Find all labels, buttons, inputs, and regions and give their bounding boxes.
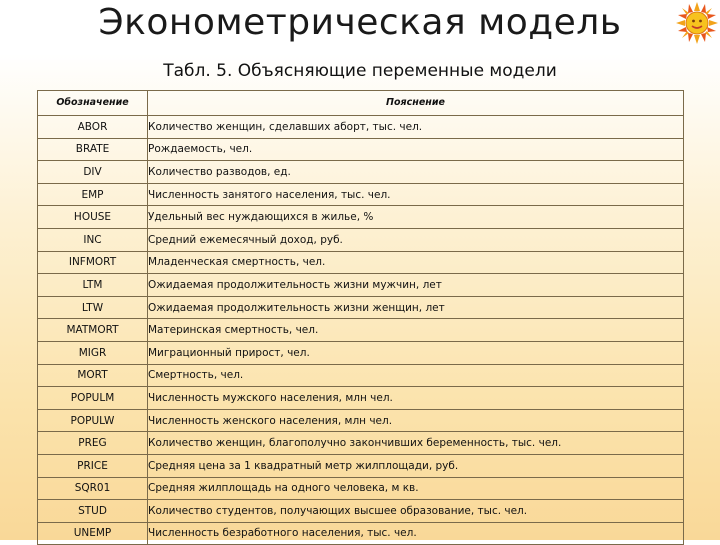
table-row <box>38 251 684 274</box>
variable-code: BRATE <box>38 138 148 161</box>
variable-description: Средний ежемесячный доход, руб. <box>148 228 684 251</box>
variable-code: POPULW <box>38 409 148 432</box>
variable-code: HOUSE <box>38 206 148 229</box>
variable-description: Средняя цена за 1 квадратный метр жилплощади, руб. <box>148 454 684 477</box>
variable-code: STUD <box>38 500 148 523</box>
sun-icon <box>676 2 718 44</box>
variable-code: UNEMP <box>38 522 148 545</box>
variable-description: Смертность, чел. <box>148 364 684 387</box>
variable-code: MORT <box>38 364 148 387</box>
variable-description: Количество разводов, ед. <box>148 161 684 184</box>
variable-code: DIV <box>38 161 148 184</box>
variable-code: INC <box>38 228 148 251</box>
table-row <box>38 409 684 432</box>
table-row <box>38 183 684 206</box>
table-row <box>38 477 684 500</box>
variable-code: PRICE <box>38 454 148 477</box>
variable-description: Численность занятого населения, тыс. чел. <box>148 183 684 206</box>
table-row <box>38 161 684 184</box>
variable-description: Численность мужского населения, млн чел. <box>148 387 684 410</box>
table-row <box>38 274 684 297</box>
table-row <box>38 341 684 364</box>
variable-description: Младенческая смертность, чел. <box>148 251 684 274</box>
table-row <box>38 138 684 161</box>
table-row <box>38 116 684 139</box>
table-row <box>38 364 684 387</box>
header-description: Пояснение <box>148 91 684 116</box>
table-row <box>38 522 684 545</box>
variables-table <box>37 90 684 545</box>
variable-description: Количество студентов, получающих высшее образование, тыс. чел. <box>148 500 684 523</box>
table-row <box>38 319 684 342</box>
table-row <box>38 228 684 251</box>
variable-code: MATMORT <box>38 319 148 342</box>
variable-code: EMP <box>38 183 148 206</box>
table-header-row <box>38 91 684 116</box>
header-code: Обозначение <box>38 91 148 116</box>
variable-description: Миграционный прирост, чел. <box>148 341 684 364</box>
variable-code: INFMORT <box>38 251 148 274</box>
variable-description: Средняя жилплощадь на одного человека, м кв. <box>148 477 684 500</box>
table-row <box>38 432 684 455</box>
table-caption: Табл. 5. Объясняющие переменные модели <box>163 61 557 81</box>
variable-description: Численность безработного населения, тыс. чел. <box>148 522 684 545</box>
variable-code: MIGR <box>38 341 148 364</box>
table-row <box>38 500 684 523</box>
variable-description: Удельный вес нуждающихся в жилье, % <box>148 206 684 229</box>
table-row <box>38 454 684 477</box>
table-row <box>38 206 684 229</box>
variable-code: SQR01 <box>38 477 148 500</box>
variable-description: Количество женщин, благополучно закончивших беременность, тыс. чел. <box>148 432 684 455</box>
variable-description: Количество женщин, сделавших аборт, тыс. чел. <box>148 116 684 139</box>
variable-code: LTW <box>38 296 148 319</box>
variable-code: POPULM <box>38 387 148 410</box>
variable-code: PREG <box>38 432 148 455</box>
variable-description: Ожидаемая продолжительность жизни женщин, лет <box>148 296 684 319</box>
variable-code: ABOR <box>38 116 148 139</box>
slide-title: Эконометрическая модель <box>98 2 622 43</box>
variable-description: Численность женского населения, млн чел. <box>148 409 684 432</box>
table-row <box>38 296 684 319</box>
table-row <box>38 387 684 410</box>
variable-description: Рождаемость, чел. <box>148 138 684 161</box>
variable-code: LTM <box>38 274 148 297</box>
variable-description: Материнская смертность, чел. <box>148 319 684 342</box>
variable-description: Ожидаемая продолжительность жизни мужчин, лет <box>148 274 684 297</box>
